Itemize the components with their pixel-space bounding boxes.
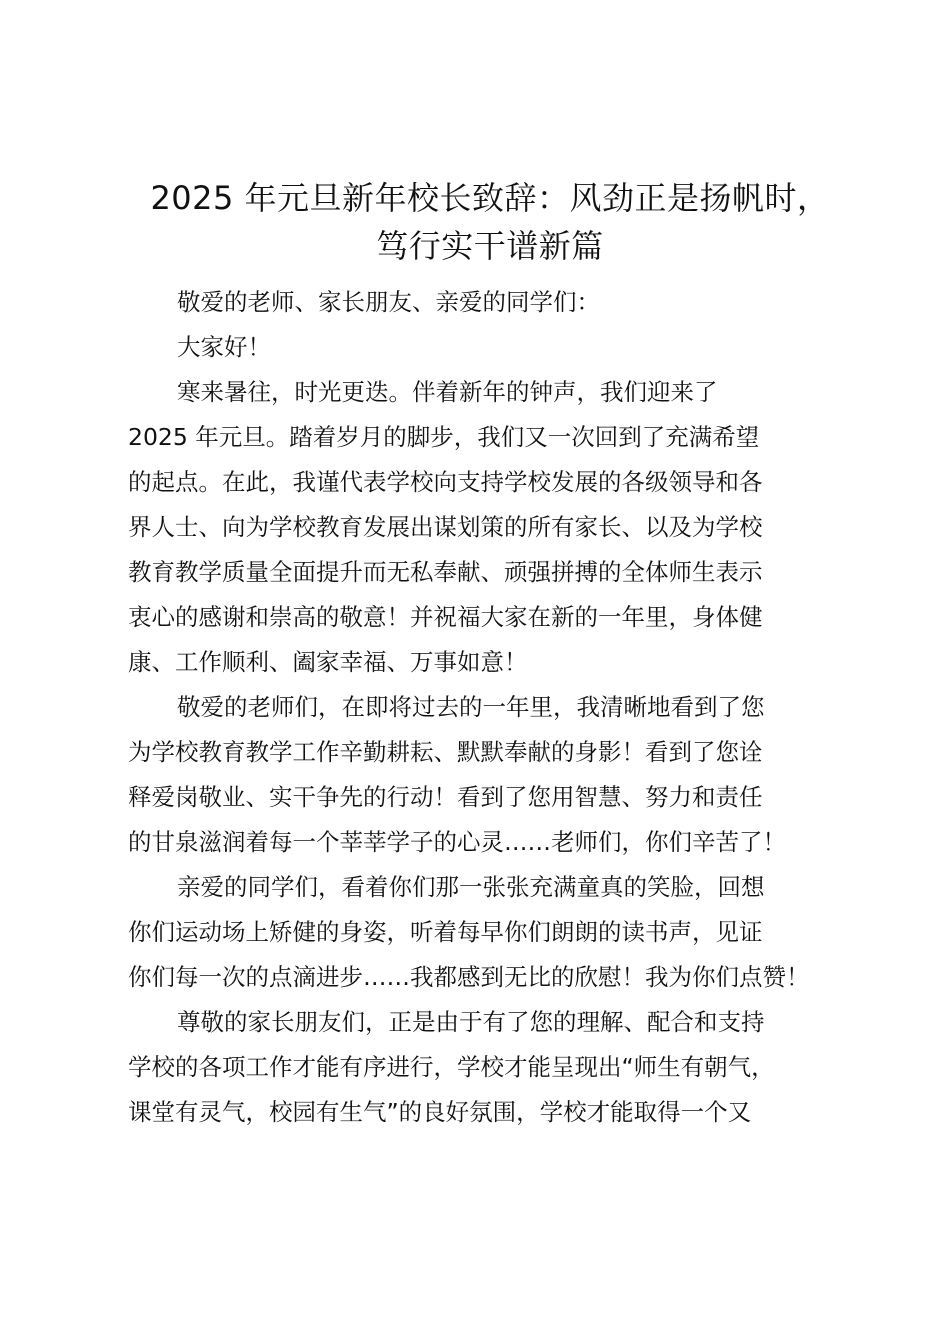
text-line: 敬爱的老师、家长朋友、亲爱的同学们： xyxy=(177,288,600,316)
text-line: 课堂有灵气，校园有生气”的良好氛围，学校才能取得一个又 xyxy=(128,1098,752,1126)
text-line: 为学校教育教学工作辛勤耕耘、默默奉献的身影！看到了您诠 xyxy=(128,738,763,766)
text-line: 大家好！ xyxy=(177,333,271,361)
text-line: 寒来暑往，时光更迭。伴着新年的钟声，我们迎来了 xyxy=(177,378,718,406)
text-line: 你们每一次的点滴进步……我都感到无比的欣慰！我为你们点赞！ xyxy=(128,963,810,991)
text-line: 康、工作顺利、阖家幸福、万事如意！ xyxy=(128,648,528,676)
text-line: 尊敬的家长朋友们，正是由于有了您的理解、配合和支持 xyxy=(177,1008,765,1036)
document-title xyxy=(110,174,870,270)
title-line-2: 笃行实干谱新篇 xyxy=(376,227,604,265)
title-line-1: 2025 年元旦新年校长致辞：风劲正是扬帆时， xyxy=(150,179,830,217)
text-line: 敬爱的老师们，在即将过去的一年里，我清晰地看到了您 xyxy=(177,693,765,721)
text-line: 衷心的感谢和崇高的敬意！并祝福大家在新的一年里，身体健 xyxy=(128,603,763,631)
text-line: 界人士、向为学校教育发展出谋划策的所有家长、以及为学校 xyxy=(128,513,763,541)
text-line: 你们运动场上矫健的身姿，听着每早你们朗朗的读书声，见证 xyxy=(128,918,763,946)
text-line: 教育教学质量全面提升而无私奉献、顽强拼搏的全体师生表示 xyxy=(128,558,763,586)
text-line: 释爱岗敬业、实干争先的行动！看到了您用智慧、努力和责任 xyxy=(128,783,763,811)
text-line: 的起点。在此，我谨代表学校向支持学校发展的各级领导和各 xyxy=(128,468,763,496)
document-body xyxy=(128,280,833,1135)
text-line: 亲爱的同学们，看着你们那一张张充满童真的笑脸，回想 xyxy=(177,873,765,901)
text-line: 2025 年元旦。踏着岁月的脚步，我们又一次回到了充满希望 xyxy=(128,423,760,451)
text-line: 的甘泉滋润着每一个莘莘学子的心灵……老师们，你们辛苦了！ xyxy=(128,828,786,856)
text-line: 学校的各项工作才能有序进行，学校才能呈现出“师生有朝气， xyxy=(128,1053,775,1081)
